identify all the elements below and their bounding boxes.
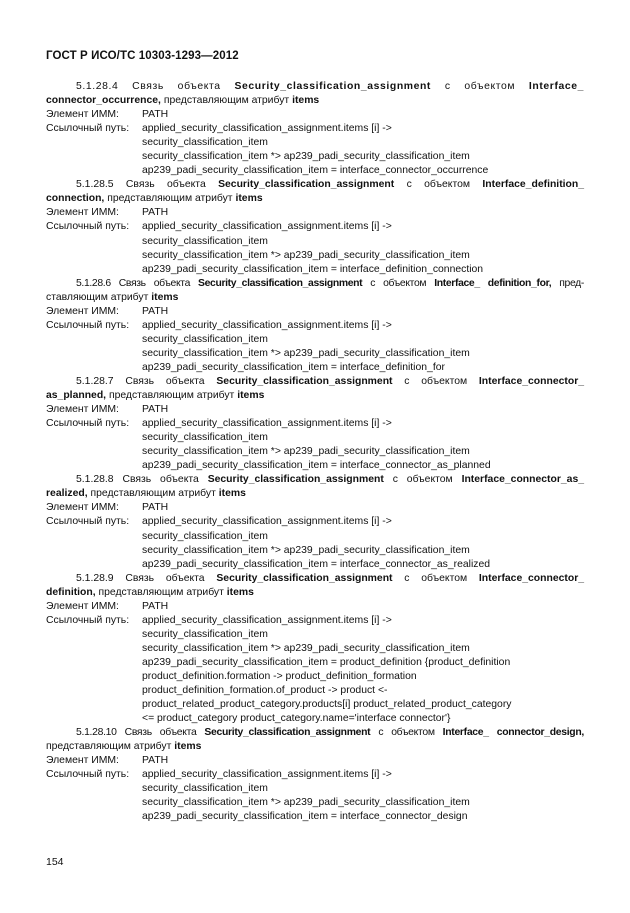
section-heading — [46, 572, 584, 600]
path-line: ap239_padi_security_classification_item = interface_connector_design — [142, 811, 468, 823]
section-number: 5.1.28.8 — [76, 474, 114, 486]
element-value: PATH — [142, 207, 169, 219]
section-number: 5.1.28.9 — [76, 572, 114, 584]
target-entity-cont: connector_occurrence, — [46, 95, 161, 107]
path-label: Ссылочный путь: — [46, 319, 130, 331]
element-label: Элемент ИММ: — [46, 600, 119, 612]
path-label: Ссылочный путь: — [46, 769, 130, 781]
entity-name: Security_classification_assignment — [216, 375, 393, 387]
path-line: applied_security_classification_assignment.items [i] -> — [142, 319, 392, 331]
attribute-name: items — [218, 488, 246, 500]
section-mid: с объектом — [404, 572, 468, 584]
target-entity-cont: realized, — [46, 488, 88, 500]
attribute-name: items — [235, 193, 263, 205]
path-line: security_classification_item *> ap239_padi_security_classification_item — [142, 446, 470, 458]
element-value: PATH — [142, 305, 169, 317]
path-value — [142, 122, 584, 178]
section-mid: с объектом — [406, 179, 471, 191]
section-pre: Связь объекта — [132, 81, 221, 92]
section-mid: с объектом — [392, 474, 453, 486]
section-tail: ставляющим атрибут — [46, 291, 149, 303]
target-entity: Interface_ definition_for, — [434, 277, 552, 289]
path-label: Ссылочный путь: — [46, 614, 130, 626]
path-line: ap239_padi_security_classification_item = interface_connector_occurrence — [142, 165, 489, 177]
section-heading — [46, 277, 584, 305]
section-number: 5.1.28.5 — [76, 179, 114, 191]
path-line: security_classification_item *> ap239_padi_security_classification_item — [142, 797, 470, 809]
path-line: security_classification_item — [142, 783, 268, 795]
path-row — [46, 220, 584, 276]
entity-name: Security_classification_assignment — [207, 474, 384, 486]
section-pre: Связь объекта — [125, 572, 205, 584]
path-label: Ссылочный путь: — [46, 123, 130, 135]
path-row — [46, 768, 584, 824]
element-value: PATH — [142, 755, 169, 767]
path-row — [46, 417, 584, 473]
attribute-name: items — [292, 95, 320, 107]
target-entity: Interface_ — [528, 81, 585, 92]
section-post: представляющим атрибут — [90, 488, 216, 500]
element-label: Элемент ИММ: — [46, 502, 119, 514]
document-header: ГОСТ Р ИСО/ТС 10303-1293—2012 — [46, 50, 239, 62]
path-line: product_related_product_category.products[i] product_related_product_category — [142, 699, 512, 711]
element-row — [46, 600, 584, 614]
path-line: security_classification_item *> ap239_padi_security_classification_item — [142, 249, 470, 261]
element-value: PATH — [142, 404, 169, 416]
path-label: Ссылочный путь: — [46, 221, 130, 233]
element-label: Элемент ИММ: — [46, 109, 119, 121]
path-line: product_definition_formation.of_product -> product <- — [142, 685, 388, 697]
element-row — [46, 501, 584, 515]
path-line: ap239_padi_security_classification_item = interface_connector_as_realized — [142, 558, 491, 570]
section-post: представляющим атрибут — [108, 390, 235, 402]
path-line: security_classification_item — [142, 333, 268, 345]
element-label: Элемент ИММ: — [46, 404, 119, 416]
section-post: пред- — [559, 277, 584, 289]
path-line: security_classification_item *> ap239_padi_security_classification_item — [142, 544, 470, 556]
section-pre: Связь объекта — [118, 277, 191, 289]
target-entity: Interface_connector_ — [478, 375, 585, 387]
section-heading — [46, 375, 584, 403]
target-entity-cont: definition, — [46, 586, 96, 598]
path-line: security_classification_item *> ap239_padi_security_classification_item — [142, 151, 470, 163]
path-line: security_classification_item — [142, 235, 268, 247]
section-heading — [46, 178, 584, 206]
attribute-name: items — [174, 741, 202, 753]
section-pre: Связь объекта — [124, 727, 197, 739]
path-line: applied_security_classification_assignment.items [i] -> — [142, 123, 392, 135]
section-post: представляющим атрибут — [98, 586, 224, 598]
entity-name: Security_classification_assignment — [198, 277, 363, 289]
path-row — [46, 515, 584, 571]
path-value — [142, 768, 584, 824]
section-number: 5.1.28.7 — [76, 375, 114, 387]
section-mid: с объектом — [378, 727, 435, 739]
section-number: 5.1.28.6 — [76, 277, 111, 289]
section-heading — [46, 473, 584, 501]
path-line: security_classification_item *> ap239_padi_security_classification_item — [142, 347, 470, 359]
element-row — [46, 305, 584, 319]
section-tail: представляющим атрибут — [46, 741, 172, 753]
path-line: security_classification_item — [142, 628, 268, 640]
path-line: <= product_category product_category.name='interface connector'} — [142, 713, 451, 725]
element-value: PATH — [142, 600, 169, 612]
target-entity-cont: as_planned, — [46, 390, 107, 402]
section-mid: с объектом — [444, 81, 516, 92]
path-line: applied_security_classification_assignment.items [i] -> — [142, 221, 392, 233]
element-value: PATH — [142, 502, 169, 514]
path-value — [142, 417, 584, 473]
path-line: ap239_padi_security_classification_item = product_definition {product_definition — [142, 656, 511, 668]
attribute-name: items — [151, 291, 179, 303]
path-line: applied_security_classification_assignment.items [i] -> — [142, 516, 392, 528]
section-post: представляющим атрибут — [163, 95, 290, 107]
section-post: представляющим атрибут — [107, 193, 233, 205]
path-value — [142, 319, 584, 375]
target-entity: Interface_connector_ — [478, 572, 585, 584]
document-body — [46, 80, 584, 824]
path-line: applied_security_classification_assignment.items [i] -> — [142, 614, 392, 626]
target-entity-cont: connection, — [46, 193, 105, 205]
entity-name: Security_classification_assignment — [218, 179, 395, 191]
path-line: ap239_padi_security_classification_item = interface_connector_as_planned — [142, 460, 491, 472]
page-number: 154 — [46, 856, 64, 868]
element-row — [46, 108, 584, 122]
element-row — [46, 206, 584, 220]
path-value — [142, 515, 584, 571]
section-heading — [46, 726, 584, 754]
path-line: ap239_padi_security_classification_item = interface_definition_for — [142, 361, 445, 373]
path-value — [142, 220, 584, 276]
target-entity: Interface_connector_as_ — [461, 474, 585, 486]
attribute-name: items — [226, 586, 254, 598]
element-row — [46, 754, 584, 768]
section-number: 5.1.28.4 — [76, 81, 119, 92]
section-pre: Связь объекта — [122, 474, 199, 486]
entity-name: Security_classification_assignment — [216, 572, 393, 584]
path-line: security_classification_item — [142, 137, 268, 149]
path-line: applied_security_classification_assignment.items [i] -> — [142, 769, 392, 781]
section-heading — [46, 80, 584, 108]
section-pre: Связь объекта — [125, 179, 206, 191]
path-label: Ссылочный путь: — [46, 516, 130, 528]
path-value — [142, 614, 584, 726]
path-line: security_classification_item *> ap239_padi_security_classification_item — [142, 642, 470, 654]
section-mid: с объектом — [370, 277, 427, 289]
path-line: applied_security_classification_assignment.items [i] -> — [142, 418, 392, 430]
target-entity: Interface_definition_ — [482, 179, 585, 191]
path-line: product_definition.formation -> product_definition_formation — [142, 670, 417, 682]
path-row — [46, 122, 584, 178]
section-number: 5.1.28.10 — [76, 727, 117, 739]
element-label: Элемент ИММ: — [46, 755, 119, 767]
entity-name: Security_classification_assignment — [234, 81, 431, 92]
element-label: Элемент ИММ: — [46, 305, 119, 317]
element-value: PATH — [142, 109, 169, 121]
element-label: Элемент ИММ: — [46, 207, 119, 219]
entity-name: Security_classification_assignment — [204, 727, 371, 739]
section-mid: с объектом — [404, 375, 468, 387]
attribute-name: items — [237, 390, 265, 402]
path-line: security_classification_item — [142, 530, 268, 542]
path-label: Ссылочный путь: — [46, 418, 130, 430]
section-pre: Связь объекта — [125, 375, 205, 387]
element-row — [46, 403, 584, 417]
path-row — [46, 614, 584, 726]
path-line: ap239_padi_security_classification_item = interface_definition_connection — [142, 263, 484, 275]
path-line: security_classification_item — [142, 432, 268, 444]
path-row — [46, 319, 584, 375]
target-entity: Interface_ connector_design, — [442, 727, 584, 739]
